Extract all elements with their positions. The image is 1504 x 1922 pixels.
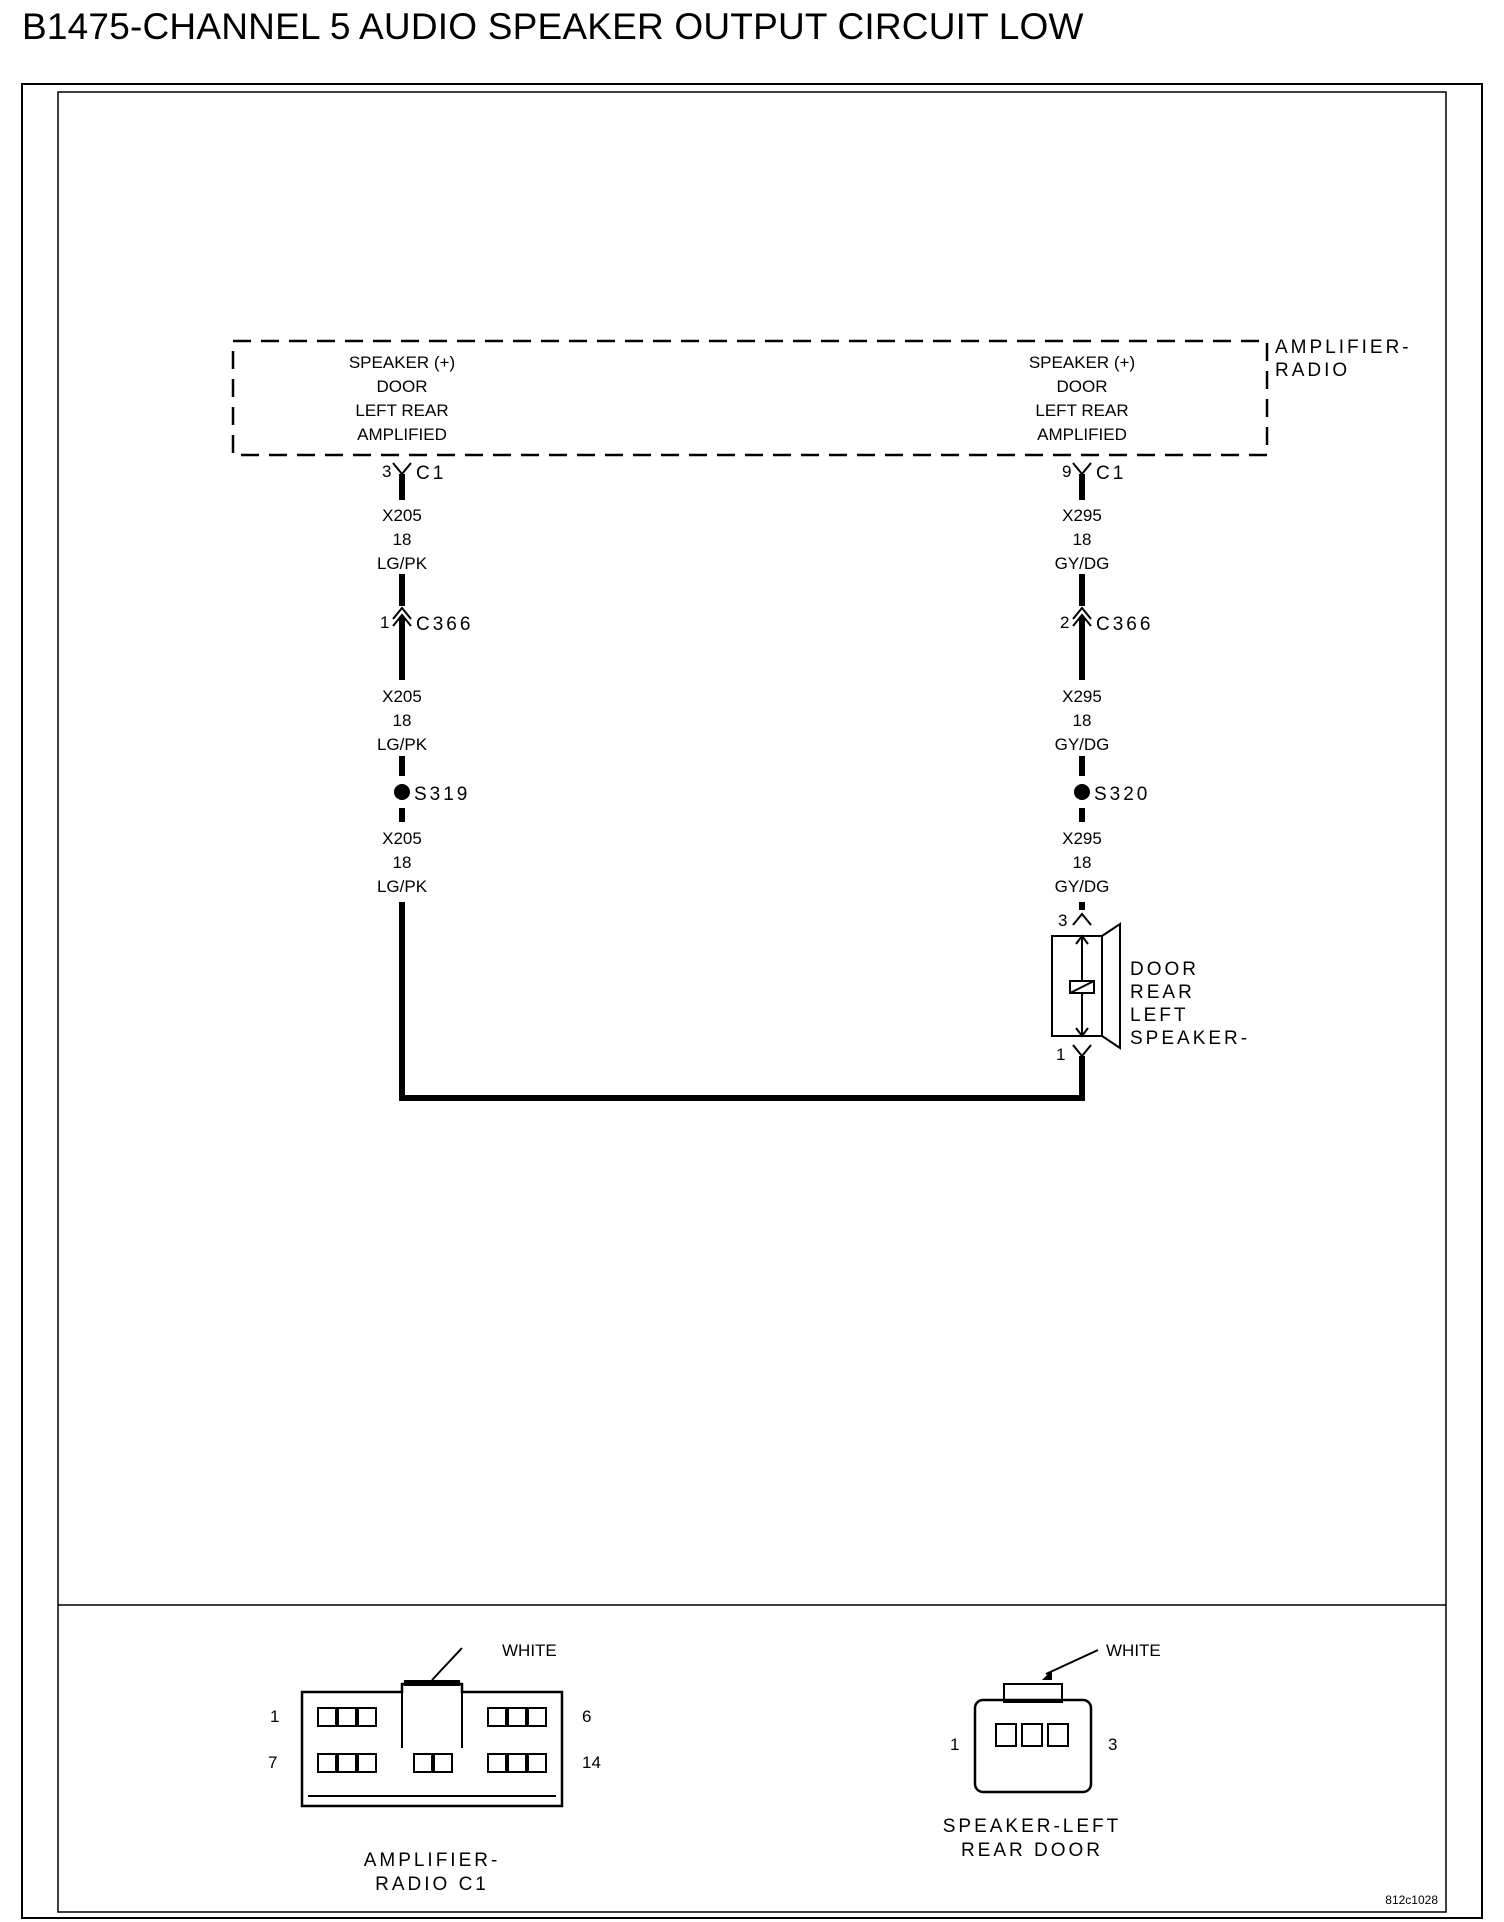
speaker-label-line1: DOOR (1130, 959, 1199, 980)
amp-pin-6: 6 (582, 1707, 592, 1726)
speaker-cavity (1048, 1724, 1068, 1746)
speaker-color-label: WHITE (1106, 1641, 1161, 1660)
speaker-label-line2: REAR (1130, 982, 1195, 1003)
right-seg3-circuit: X295 (1062, 829, 1102, 848)
right-func-line3: LEFT REAR (1035, 401, 1129, 420)
amp-cavity (508, 1708, 526, 1726)
module-name-line1: AMPLIFIER- (1275, 337, 1412, 358)
amp-pin-7: 7 (268, 1753, 278, 1772)
left-seg2-color: LG/PK (376, 735, 428, 754)
right-seg2-color: GY/DG (1054, 735, 1110, 754)
amp-cavity (488, 1708, 506, 1726)
speaker-color-leader (1046, 1650, 1098, 1674)
left-seg2-gauge: 18 (392, 711, 412, 730)
amp-pin-1: 1 (270, 1707, 280, 1726)
speaker-pin3-connector-symbol (1073, 914, 1091, 925)
amp-cavity (508, 1754, 526, 1772)
left-c1-connector-symbol (393, 463, 411, 474)
amp-cavity (338, 1754, 356, 1772)
amp-color-label: WHITE (502, 1641, 557, 1660)
outer-frame (22, 84, 1482, 1918)
speaker-pin-bottom: 1 (1056, 1045, 1066, 1064)
amp-cavity (358, 1708, 376, 1726)
left-seg3-color: LG/PK (376, 877, 428, 896)
module-name-line2: RADIO (1275, 360, 1351, 381)
amp-name-line2: RADIO C1 (375, 1874, 489, 1895)
right-splice-dot (1074, 784, 1090, 800)
speaker-conn-name-line1: SPEAKER-LEFT (942, 1816, 1122, 1837)
speaker-label-line4: SPEAKER- (1130, 1028, 1251, 1049)
right-seg1-circuit: X295 (1062, 506, 1102, 525)
left-c1-connector-label: C1 (416, 463, 447, 484)
amp-cavity (528, 1754, 546, 1772)
left-seg3-gauge: 18 (392, 853, 412, 872)
speaker-cavity (996, 1724, 1016, 1746)
speaker-label-line3: LEFT (1130, 1005, 1189, 1026)
left-seg1-gauge: 18 (392, 530, 412, 549)
left-circuit (377, 462, 1082, 1098)
amp-connector-lock (404, 1680, 460, 1686)
speaker-pin1-connector-symbol (1073, 1045, 1091, 1056)
speaker-conn-pin-3: 3 (1108, 1735, 1118, 1754)
page-title: B1475-CHANNEL 5 AUDIO SPEAKER OUTPUT CIRCUIT LOW (22, 6, 1084, 47)
speaker-leader-arrow (1042, 1670, 1052, 1680)
right-seg3-gauge: 18 (1072, 853, 1092, 872)
speaker-conn-name-line2: REAR DOOR (960, 1840, 1104, 1861)
amp-cavities (318, 1708, 546, 1772)
inner-frame (58, 92, 1446, 1912)
left-func-line2: DOOR (376, 377, 428, 396)
left-func-line3: LEFT REAR (355, 401, 449, 420)
right-c1-connector-symbol (1073, 463, 1091, 474)
right-c1-pin: 9 (1062, 462, 1072, 481)
left-seg1-circuit: X205 (382, 506, 422, 525)
amp-cavity (318, 1708, 336, 1726)
left-func-line1: SPEAKER (+) (348, 353, 456, 372)
speaker-pin-top: 3 (1058, 911, 1068, 930)
speaker-cavity (1022, 1724, 1042, 1746)
right-splice-label: S320 (1094, 784, 1151, 805)
speaker-connector-view (943, 1641, 1161, 1861)
figure-id: 812c1028 (1385, 1893, 1438, 1907)
left-seg3-circuit: X205 (382, 829, 422, 848)
right-c366-label: C366 (1096, 614, 1154, 635)
amp-cavity (414, 1754, 432, 1772)
amp-connector-housing (302, 1684, 562, 1806)
amp-pin-14: 14 (582, 1753, 601, 1772)
right-seg1-color: GY/DG (1054, 554, 1110, 573)
speaker-cavities (996, 1724, 1068, 1746)
right-func-line4: AMPLIFIED (1037, 425, 1127, 444)
amp-name-line1: AMPLIFIER- (363, 1850, 501, 1871)
right-func-line2: DOOR (1056, 377, 1108, 396)
left-seg2-circuit: X205 (382, 687, 422, 706)
right-seg2-gauge: 18 (1072, 711, 1092, 730)
right-seg3-color: GY/DG (1054, 877, 1110, 896)
right-seg1-gauge: 18 (1072, 530, 1092, 549)
left-seg1-color: LG/PK (376, 554, 428, 573)
left-splice-dot (394, 784, 410, 800)
left-wire-return (402, 902, 1082, 1098)
right-c366-pin: 2 (1060, 613, 1070, 632)
amp-cavity (528, 1708, 546, 1726)
amp-cavity (358, 1754, 376, 1772)
left-splice-label: S319 (414, 784, 471, 805)
left-c366-pin: 1 (380, 613, 390, 632)
amp-cavity (488, 1754, 506, 1772)
speaker-cone (1102, 924, 1120, 1048)
right-seg2-circuit: X295 (1062, 687, 1102, 706)
left-c366-label: C366 (416, 614, 474, 635)
amp-cavity (318, 1754, 336, 1772)
speaker-conn-pin-1: 1 (950, 1735, 960, 1754)
amp-color-leader (432, 1648, 462, 1680)
amp-cavity (434, 1754, 452, 1772)
speaker-symbol (1052, 924, 1120, 1048)
amp-cavity (338, 1708, 356, 1726)
right-c1-connector-label: C1 (1096, 463, 1127, 484)
amplifier-radio-c1-connector-view (268, 1641, 601, 1895)
left-func-line4: AMPLIFIED (357, 425, 447, 444)
left-c1-pin: 3 (382, 462, 392, 481)
right-circuit (1052, 462, 1250, 1064)
right-func-line1: SPEAKER (+) (1028, 353, 1136, 372)
